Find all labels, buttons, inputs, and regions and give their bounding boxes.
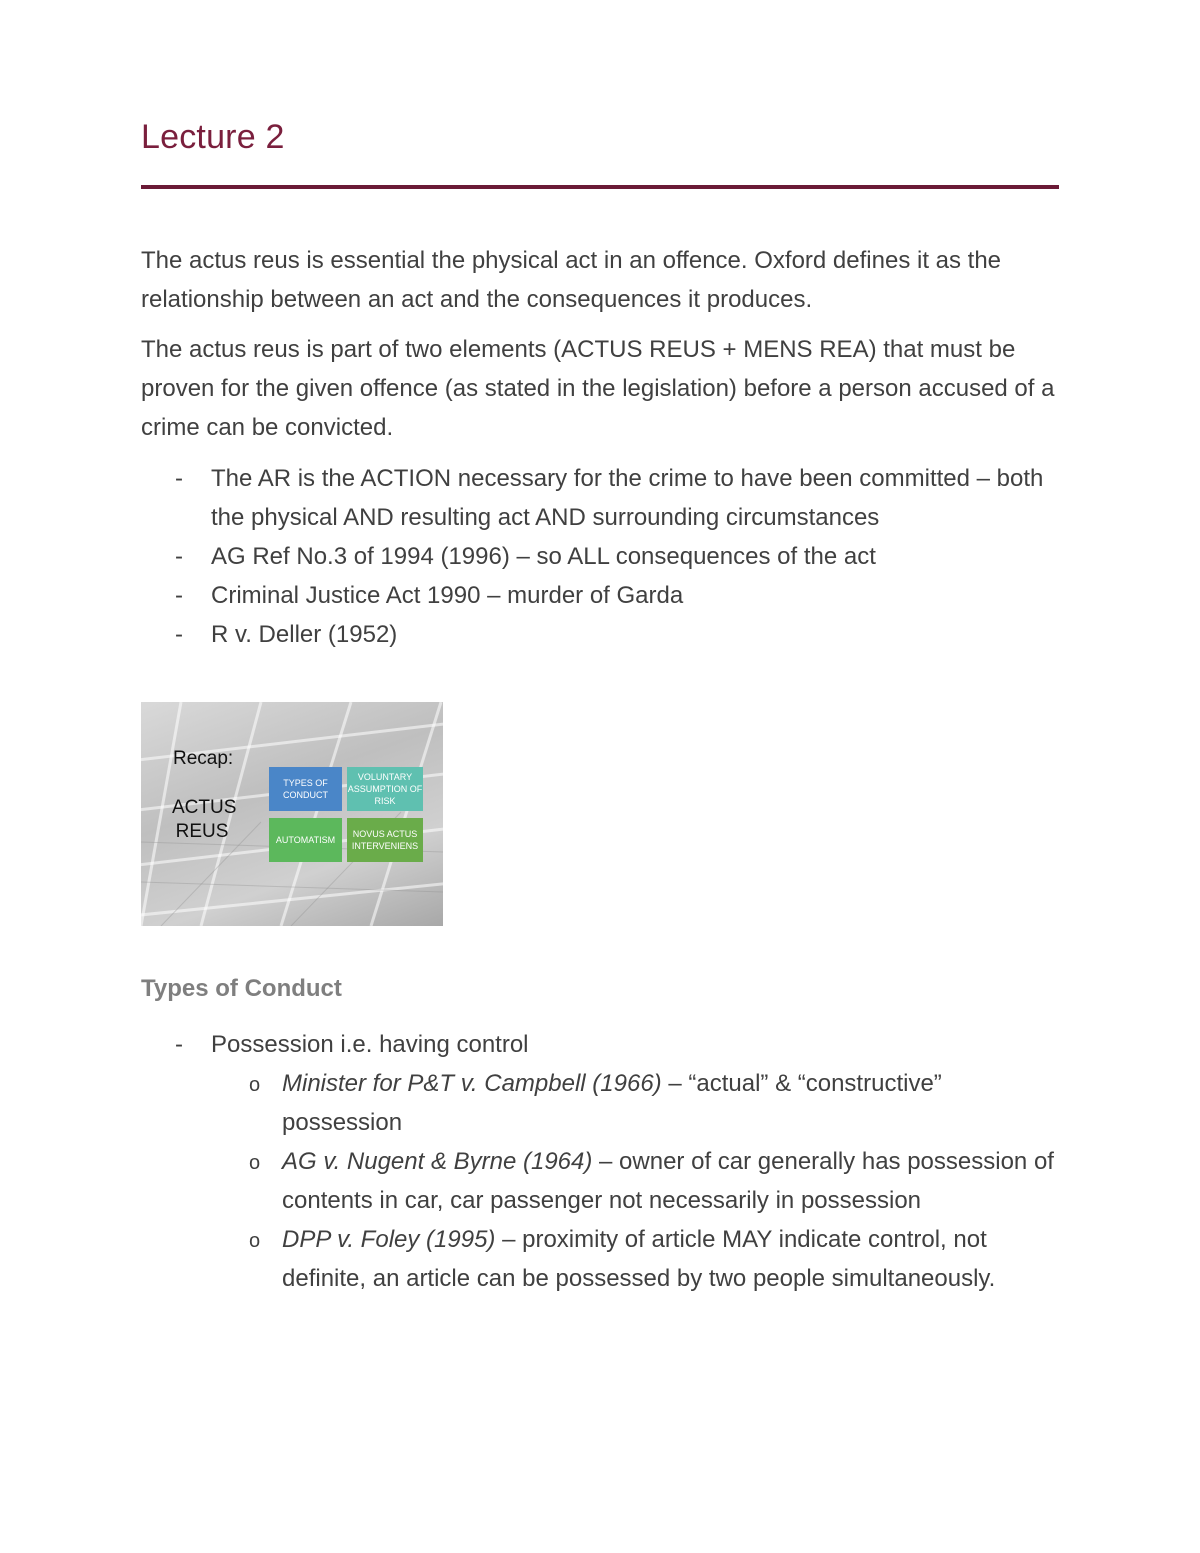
tile-automatism: AUTOMATISM [269, 818, 342, 862]
bullet-marker: - [175, 582, 183, 609]
sub-list-item [211, 1064, 1059, 1142]
case-note: – owner of car generally has possession of contents in car, car passenger not necessarily in possession [282, 1148, 1054, 1214]
bullet-marker: - [175, 1031, 183, 1058]
bullet-marker: - [175, 543, 183, 570]
title-divider [141, 185, 1059, 189]
sub-bullet-marker: o [249, 1152, 261, 1174]
case-note: – “actual” & “constructive” possession [282, 1070, 942, 1136]
bullet-text: Possession i.e. having control [211, 1031, 529, 1058]
actus-label: ACTUS [172, 797, 237, 818]
section-heading: Types of Conduct [141, 975, 342, 1002]
sub-bullet-marker: o [249, 1074, 261, 1096]
intro-paragraph-1: The actus reus is essential the physical act in an offence. Oxford defines it as the relationship between an act and the consequences it produces. [141, 247, 1002, 313]
list-item [141, 537, 1059, 576]
case-name: AG v. Nugent & Byrne (1964) [282, 1148, 593, 1175]
case-name: DPP v. Foley (1995) [282, 1226, 496, 1253]
case-note: – proximity of article MAY indicate control, not definite, an article can be possessed by two people simultaneously. [282, 1226, 996, 1292]
case-name: Minister for P&T v. Campbell (1966) [282, 1070, 662, 1097]
recap-image [141, 702, 443, 926]
bullet-text: AG Ref No.3 of 1994 (1996) – so ALL consequences of the act [211, 543, 876, 570]
reus-label: REUS [175, 821, 229, 842]
bullet-text: The AR is the ACTION necessary for the crime to have been committed – both the physical AND resulting act AND surrounding circumstances [211, 465, 1044, 531]
actus-reus-bullet-list [141, 459, 1059, 654]
sub-list-item [211, 1220, 1059, 1298]
bullet-marker: - [175, 465, 183, 492]
list-item [141, 459, 1059, 537]
possession-sublist [211, 1064, 1059, 1298]
tile-types-of-conduct: TYPES OF CONDUCT [269, 767, 342, 811]
list-item [141, 615, 1059, 654]
recap-label: Recap: [173, 748, 234, 769]
tile-voluntary-assumption-of-risk: VOLUNTARY ASSUMPTION OF RISK [347, 767, 423, 811]
bullet-text: R v. Deller (1952) [211, 621, 398, 648]
list-item [141, 1025, 1059, 1298]
bullet-text: Criminal Justice Act 1990 – murder of Garda [211, 582, 684, 609]
types-of-conduct-list [141, 1025, 1059, 1298]
bullet-marker: - [175, 621, 183, 648]
intro-paragraph-2: The actus reus is part of two elements (ACTUS REUS + MENS REA) that must be proven for the given offence (as stated in the legislation) before a person accused of a crime can be convicted. [141, 336, 1055, 441]
tile-novus-actus-interveniens: NOVUS ACTUS INTERVENIENS [347, 818, 423, 862]
list-item [141, 576, 1059, 615]
sub-list-item [211, 1142, 1059, 1220]
page-title: Lecture 2 [141, 118, 285, 156]
sub-bullet-marker: o [249, 1230, 261, 1252]
